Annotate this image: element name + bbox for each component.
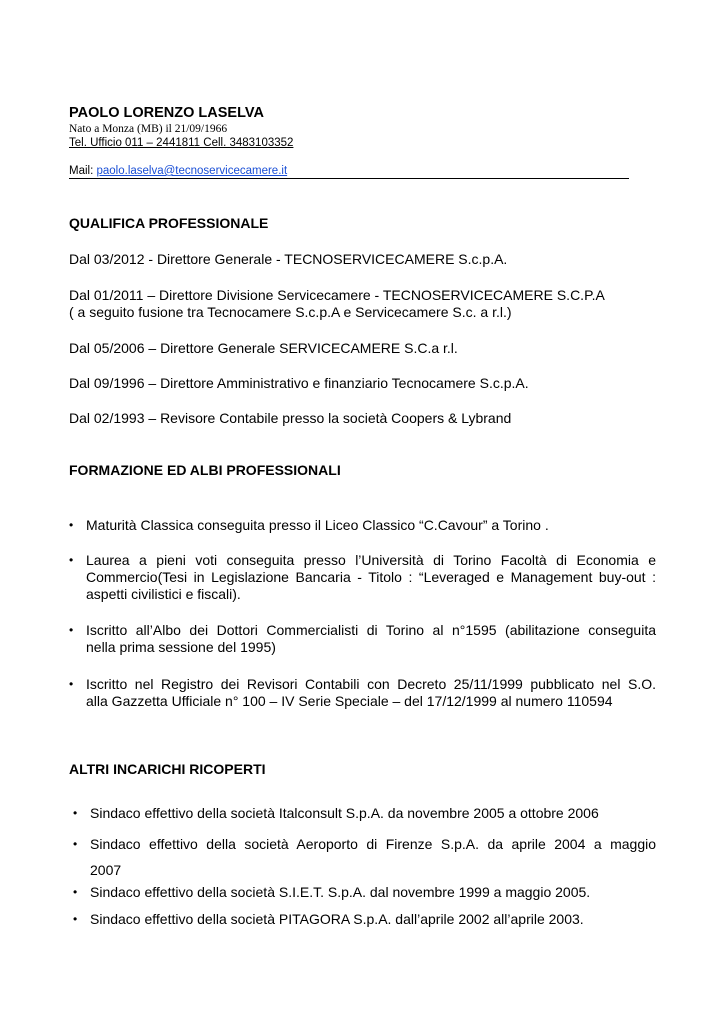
list-item-line: Iscritto nel Registro dei Revisori Contabili con Decreto 25/11/1999 pubblicato nel S.O. [86,676,656,692]
list-item [69,552,656,603]
list-item [69,517,656,534]
list-item-line: 2007 [90,862,122,878]
list-item-line: Iscritto all’Albo dei Dottori Commercialisti di Torino al n°1595 (abilitazione conseguita [86,622,656,638]
list-item-line: alla Gazzetta Ufficiale n° 100 – IV Serie Speciale – del 17/12/1999 al numero 110594 [86,693,613,709]
list-item [69,676,656,710]
bullet: • [69,553,74,567]
bullet: • [69,623,74,637]
phone-info: Tel. Ufficio 011 – 2441811 Cell. 3483103352 [69,137,294,149]
qualifica-item-note: ( a seguito fusione tra Tecnocamere S.c.p.A e Servicecamere S.c. a r.l.) [69,304,512,320]
list-item [73,911,656,928]
list-item-line: Maturità Classica conseguita presso il Liceo Classico “C.Cavour” a Torino . [86,517,549,533]
qualifica-item: Dal 02/1993 – Revisore Contabile presso la società Coopers & Lybrand [69,410,512,426]
bullet: • [73,912,78,926]
section-title-incarichi: ALTRI INCARICHI RICOPERTI [69,761,266,777]
list-item [69,622,656,656]
bullet: • [73,837,78,851]
list-item-line: Commercio(Tesi in Legislazione Bancaria - Titolo : “Leveraged e Management buy-out : [86,569,656,585]
bullet: • [73,806,78,820]
person-name: PAOLO LORENZO LASELVA [69,105,264,121]
qualifica-item: Dal 03/2012 - Direttore Generale - TECNOSERVICECAMERE S.c.p.A. [69,251,508,267]
list-item-line: Sindaco effettivo della società S.I.E.T. S.p.A. dal novembre 1999 a maggio 2005. [90,884,591,900]
section-title-formazione: FORMAZIONE ED ALBI PROFESSIONALI [69,462,341,478]
list-item-line: Sindaco effettivo della società PITAGORA S.p.A. dall’aprile 2002 all’aprile 2003. [90,911,584,927]
email-link[interactable]: paolo.laselva@tecnoservicecamere.it [96,165,288,177]
mail-line [69,165,629,179]
section-title-qualifica: QUALIFICA PROFESSIONALE [69,215,269,231]
list-item-line: nella prima sessione del 1995) [86,639,276,655]
list-item-line: Sindaco effettivo della società Italconsult S.p.A. da novembre 2005 a ottobre 2006 [90,805,599,821]
qualifica-item: Dal 05/2006 – Direttore Generale SERVICECAMERE S.C.a r.l. [69,340,458,356]
list-item-line: aspetti civilistici e fiscali). [86,586,241,602]
list-item [73,831,656,883]
bullet: • [69,518,74,532]
qualifica-item: Dal 01/2011 – Direttore Divisione Servicecamere - TECNOSERVICECAMERE S.C.P.A [69,287,605,303]
list-item [73,884,656,901]
list-item-line: Laurea a pieni voti conseguita presso l’Università di Torino Facoltà di Economia e [86,552,656,568]
qualifica-item: Dal 09/1996 – Direttore Amministrativo e finanziario Tecnocamere S.c.p.A. [69,375,529,391]
list-item [73,805,656,822]
mail-label: Mail: [69,165,97,177]
bullet: • [73,885,78,899]
bullet: • [69,677,74,691]
birth-info: Nato a Monza (MB) il 21/09/1966 [69,123,228,135]
list-item-line: Sindaco effettivo della società Aeroporto di Firenze S.p.A. da aprile 2004 a maggio [90,836,656,852]
